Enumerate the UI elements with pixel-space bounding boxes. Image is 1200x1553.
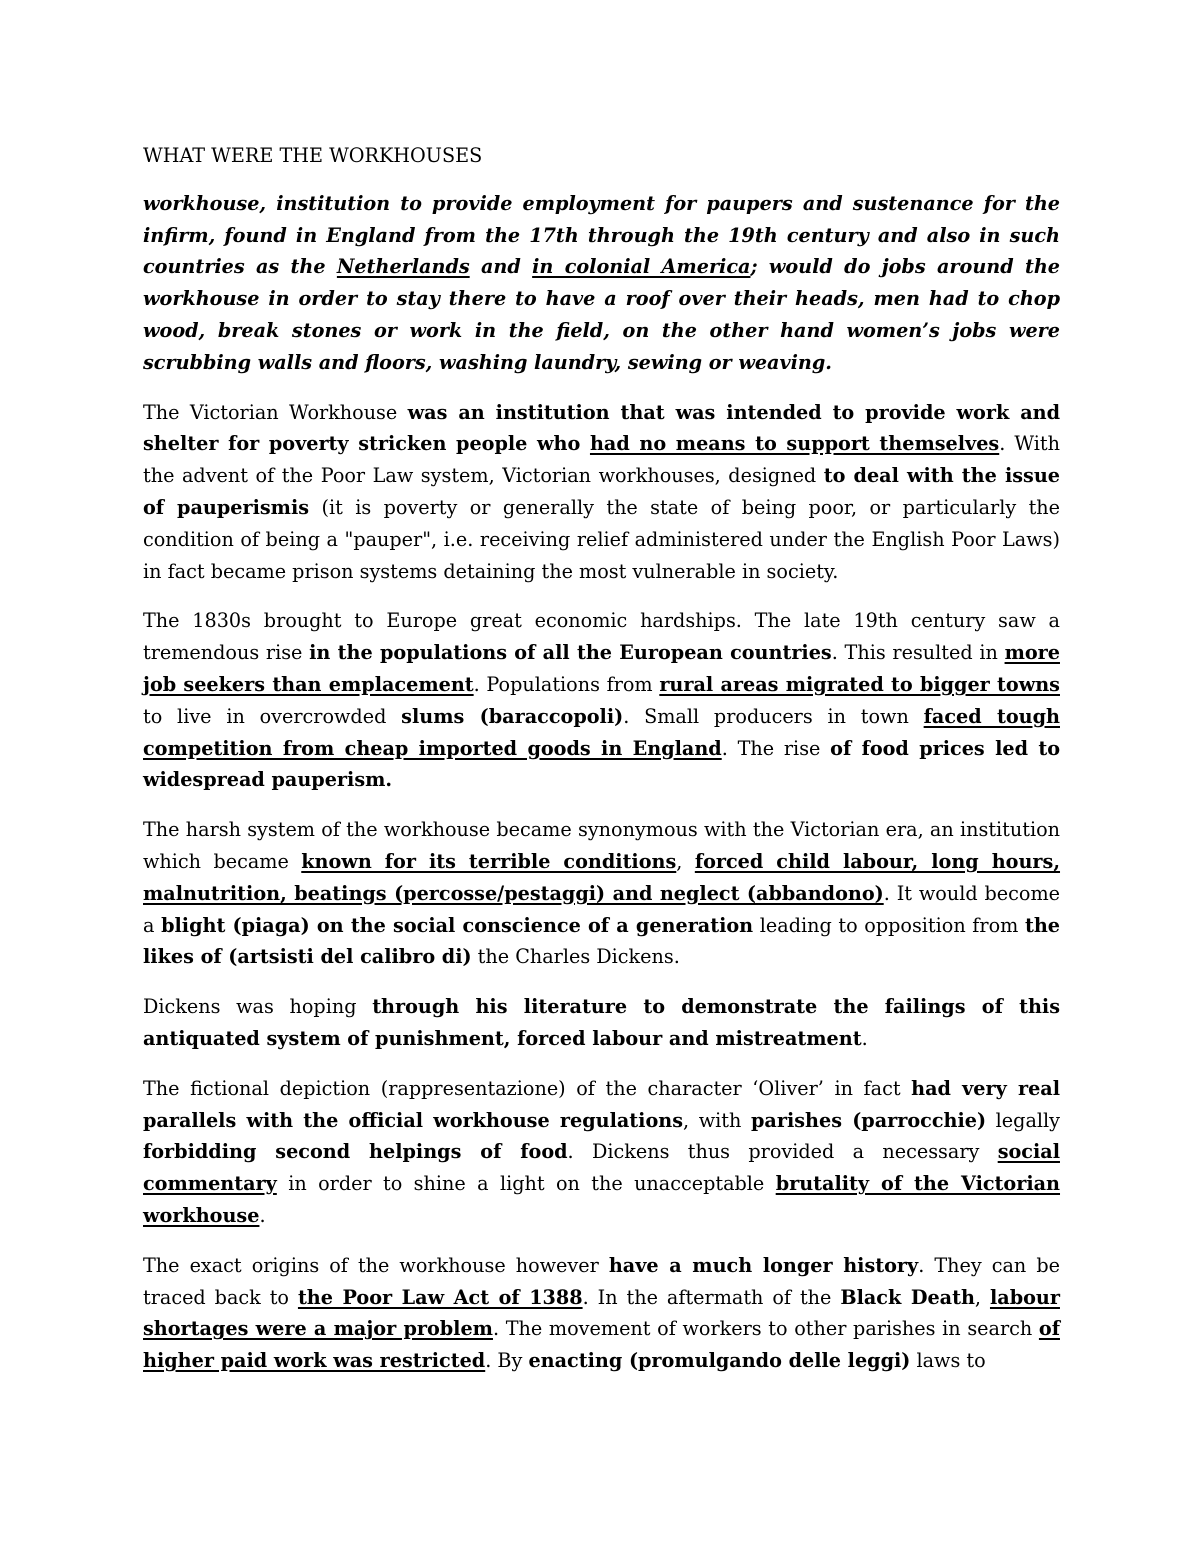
text-run: . The rise bbox=[721, 736, 831, 760]
text-run: . The movement of workers to other parishes in search bbox=[492, 1317, 1039, 1341]
text-run: had no means to support themselves bbox=[589, 432, 1000, 456]
text-run: . Dickens thus provided a necessary bbox=[567, 1140, 998, 1164]
text-run: The harsh system of the workhouse became synonymous with the Victorian era, an institution which became bbox=[143, 818, 1060, 873]
text-run: to deal with the issue of pauperismis bbox=[143, 464, 1060, 519]
text-run: blight (piaga) on the social conscience of a generation bbox=[161, 913, 754, 937]
paragraph-6 bbox=[143, 1073, 1060, 1232]
text-run: , bbox=[974, 1285, 990, 1309]
text-run: to live in overcrowded bbox=[143, 704, 402, 728]
text-run: Netherlands bbox=[336, 255, 470, 279]
text-run: ; would do jobs around the workhouse in order to stay there to have a roof over their heads, men had to chop wood, break stones or work in the field, on the other hand women’s jobs were scrubbing walls and floors, washing laundry, sewing or weaving. bbox=[143, 255, 1060, 374]
text-run: . By bbox=[485, 1349, 529, 1373]
text-run: in the populations of all the European countries bbox=[309, 641, 832, 665]
text-run: The fictional depiction (rappresentazione) of the character ‘Oliver’ in fact bbox=[143, 1076, 912, 1100]
text-run: through his literature to demonstrate the failings of this antiquated system of punishment, forced labour and mistreatment bbox=[143, 995, 1060, 1050]
text-run: The Victorian Workhouse bbox=[143, 400, 408, 424]
text-run: laws to bbox=[910, 1349, 986, 1373]
text-run: . This resulted in bbox=[831, 641, 1005, 665]
paragraph-5 bbox=[143, 991, 1060, 1055]
text-run: . Small producers in town bbox=[623, 704, 924, 728]
text-run: the Poor Law Act of 1388 bbox=[297, 1285, 583, 1309]
text-run: . In the aftermath of the bbox=[582, 1285, 841, 1309]
text-run: of food prices led to widespread pauperism. bbox=[143, 736, 1060, 792]
text-run: , bbox=[676, 849, 695, 873]
text-run: . Populations from bbox=[473, 672, 660, 696]
text-run: (it is poverty or generally the state of being poor, or particularly the condition of being a "pauper", i.e. receiving relief administered under the English Poor Laws) in fact became prison systems detaining the most vulnerable in society. bbox=[143, 495, 1060, 583]
text-run: in colonial America bbox=[532, 255, 751, 279]
text-run: legally bbox=[986, 1108, 1060, 1132]
text-run: Dickens was hoping bbox=[143, 995, 373, 1019]
text-run: parishes (parrocchie) bbox=[750, 1108, 987, 1132]
text-run: known for its terrible conditions bbox=[301, 849, 677, 873]
text-run: . With the advent of the Poor Law system, Victorian workhouses, designed bbox=[143, 432, 1060, 488]
document-body bbox=[143, 188, 1060, 1377]
text-run: of higher paid work was restricted bbox=[143, 1317, 1060, 1373]
text-run: the likes of (artsisti del calibro di) bbox=[143, 913, 1060, 969]
paragraph-2 bbox=[143, 397, 1060, 588]
paragraph-3 bbox=[143, 605, 1060, 796]
text-run: had very real parallels with the official workhouse regulations bbox=[143, 1076, 1060, 1132]
text-run: have a much longer history bbox=[608, 1253, 919, 1277]
text-run: workhouse, institution to provide employment for paupers and sustenance for the infirm, found in England from the 17th through the 19th century and also in such countries as the bbox=[143, 191, 1060, 279]
text-run: faced tough competition from cheap imported goods in England bbox=[143, 704, 1060, 760]
text-run: forced child labour, long hours, malnutrition, beatings (percosse/pestaggi) and neglect (abbandono) bbox=[143, 849, 1061, 905]
text-run: , with bbox=[683, 1108, 751, 1132]
text-run: social commentary bbox=[143, 1140, 1060, 1196]
text-run: rural areas migrated to bigger towns bbox=[659, 672, 1060, 696]
text-run: slums (baraccopoli) bbox=[401, 704, 624, 728]
text-run: Black Death bbox=[840, 1285, 975, 1309]
text-run: enacting (promulgando delle leggi) bbox=[528, 1349, 911, 1373]
text-run: labour shortages were a major problem bbox=[143, 1285, 1060, 1341]
text-run: . bbox=[259, 1203, 266, 1227]
document-page bbox=[143, 140, 1060, 1395]
text-run: The 1830s brought to Europe great economic hardships. The late 19th century saw a tremendous rise bbox=[143, 609, 1060, 665]
text-run: The exact origins of the workhouse however bbox=[143, 1253, 609, 1277]
paragraph-7 bbox=[143, 1250, 1060, 1377]
paragraph-4 bbox=[143, 814, 1060, 973]
text-run: more job seekers than emplacement bbox=[143, 641, 1060, 696]
text-run: and bbox=[469, 255, 533, 279]
text-run: in order to shine a light on the unacceptable bbox=[276, 1172, 776, 1196]
paragraph-1 bbox=[143, 188, 1060, 379]
text-run: leading to opposition from bbox=[753, 913, 1025, 937]
text-run: . They can be traced back to bbox=[143, 1253, 1060, 1309]
text-run: brutality of the Victorian workhouse bbox=[143, 1172, 1061, 1227]
text-run: forbidding second helpings of food bbox=[143, 1140, 568, 1164]
document-title: WHAT WERE THE WORKHOUSES bbox=[143, 144, 483, 167]
text-run: . It would become a bbox=[143, 881, 1060, 937]
text-run: the Charles Dickens. bbox=[471, 945, 680, 969]
text-run: was an institution that was intended to provide work and shelter for poverty stricken people who bbox=[143, 400, 1060, 456]
text-run: . bbox=[861, 1026, 868, 1050]
